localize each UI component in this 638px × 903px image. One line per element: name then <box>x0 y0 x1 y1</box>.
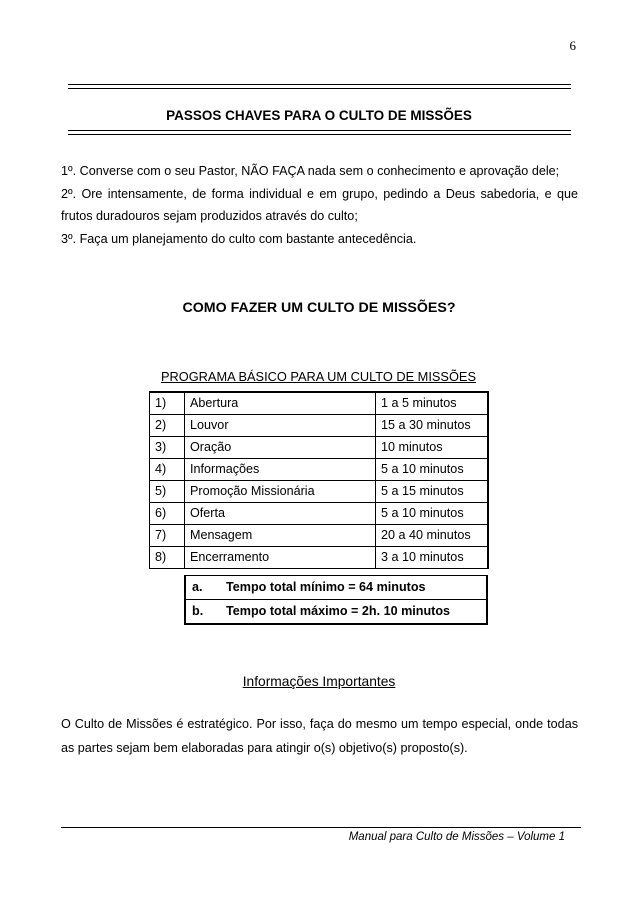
info-text: O Culto de Missões é estratégico. Por isso, faça do mesmo um tempo especial, onde todas as partes sejam bem elaboradas para atingir o(s) objetivo(s) proposto(s). <box>61 717 578 755</box>
bottom-double-rule <box>68 130 571 135</box>
total-max-text: Tempo total máximo = 2h. 10 minutos <box>226 604 451 618</box>
top-double-rule <box>68 84 571 89</box>
program-row <box>150 458 488 480</box>
program-row-item: Encerramento <box>185 546 376 568</box>
program-row-number: 5) <box>150 480 185 502</box>
program-row-time: 20 a 40 minutos <box>376 524 488 546</box>
program-row-time: 10 minutos <box>376 436 488 458</box>
steps-list <box>61 160 578 250</box>
program-row-item: Louvor <box>185 414 376 436</box>
program-row <box>150 436 488 458</box>
step-1: 1º. Converse com o seu Pastor, NÃO FAÇA nada sem o conhecimento e aprovação dele; <box>61 164 560 178</box>
program-row <box>150 414 488 436</box>
program-row-number: 7) <box>150 524 185 546</box>
program-row-time: 5 a 10 minutos <box>376 502 488 524</box>
program-row-time: 5 a 10 minutos <box>376 458 488 480</box>
program-row <box>150 502 488 524</box>
program-row-time: 1 a 5 minutos <box>376 392 488 414</box>
program-row-item: Abertura <box>185 392 376 414</box>
footer-text: Manual para Culto de Missões – Volume 1 <box>348 831 565 843</box>
program-table <box>149 391 489 569</box>
info-heading-text: Informações Importantes <box>242 674 396 689</box>
program-row-item: Oferta <box>185 502 376 524</box>
program-row-item: Informações <box>185 458 376 480</box>
footer-rule <box>61 827 581 828</box>
program-row-number: 4) <box>150 458 185 480</box>
program-row-item: Oração <box>185 436 376 458</box>
program-row <box>150 480 488 502</box>
program-row-number: 8) <box>150 546 185 568</box>
total-min-row <box>186 576 486 599</box>
program-row-number: 3) <box>150 436 185 458</box>
program-row <box>150 524 488 546</box>
program-title: PROGRAMA BÁSICO PARA UM CULTO DE MISSÕES <box>160 369 476 384</box>
step-3: 3º. Faça um planejamento do culto com bastante antecedência. <box>61 231 417 246</box>
info-paragraph <box>61 712 578 760</box>
program-row <box>150 546 488 568</box>
program-row-number: 2) <box>150 414 185 436</box>
program-row-number: 1) <box>150 392 185 414</box>
info-heading <box>0 674 638 689</box>
program-row-number: 6) <box>150 502 185 524</box>
section-heading-como-fazer: COMO FAZER UM CULTO DE MISSÕES? <box>182 300 456 316</box>
program-row <box>150 392 488 414</box>
program-row-item: Promoção Missionária <box>185 480 376 502</box>
page-number: 6 <box>569 38 576 53</box>
step-2: 2º. Ore intensamente, de forma individual e em grupo, pedindo a Deus sabedoria, e que frutos duradouros sejam produzidos através do culto; <box>61 186 578 223</box>
total-max-row <box>186 599 486 623</box>
program-row-time: 15 a 30 minutos <box>376 414 488 436</box>
total-min-text: Tempo total mínimo = 64 minutos <box>226 580 426 594</box>
total-min-label: a. <box>192 580 203 594</box>
total-max-label: b. <box>192 604 204 618</box>
program-row-time: 3 a 10 minutos <box>376 546 488 568</box>
section-heading-passos: PASSOS CHAVES PARA O CULTO DE MISSÕES <box>166 108 472 123</box>
program-row-time: 5 a 15 minutos <box>376 480 488 502</box>
totals-box <box>184 575 488 625</box>
program-row-item: Mensagem <box>185 524 376 546</box>
